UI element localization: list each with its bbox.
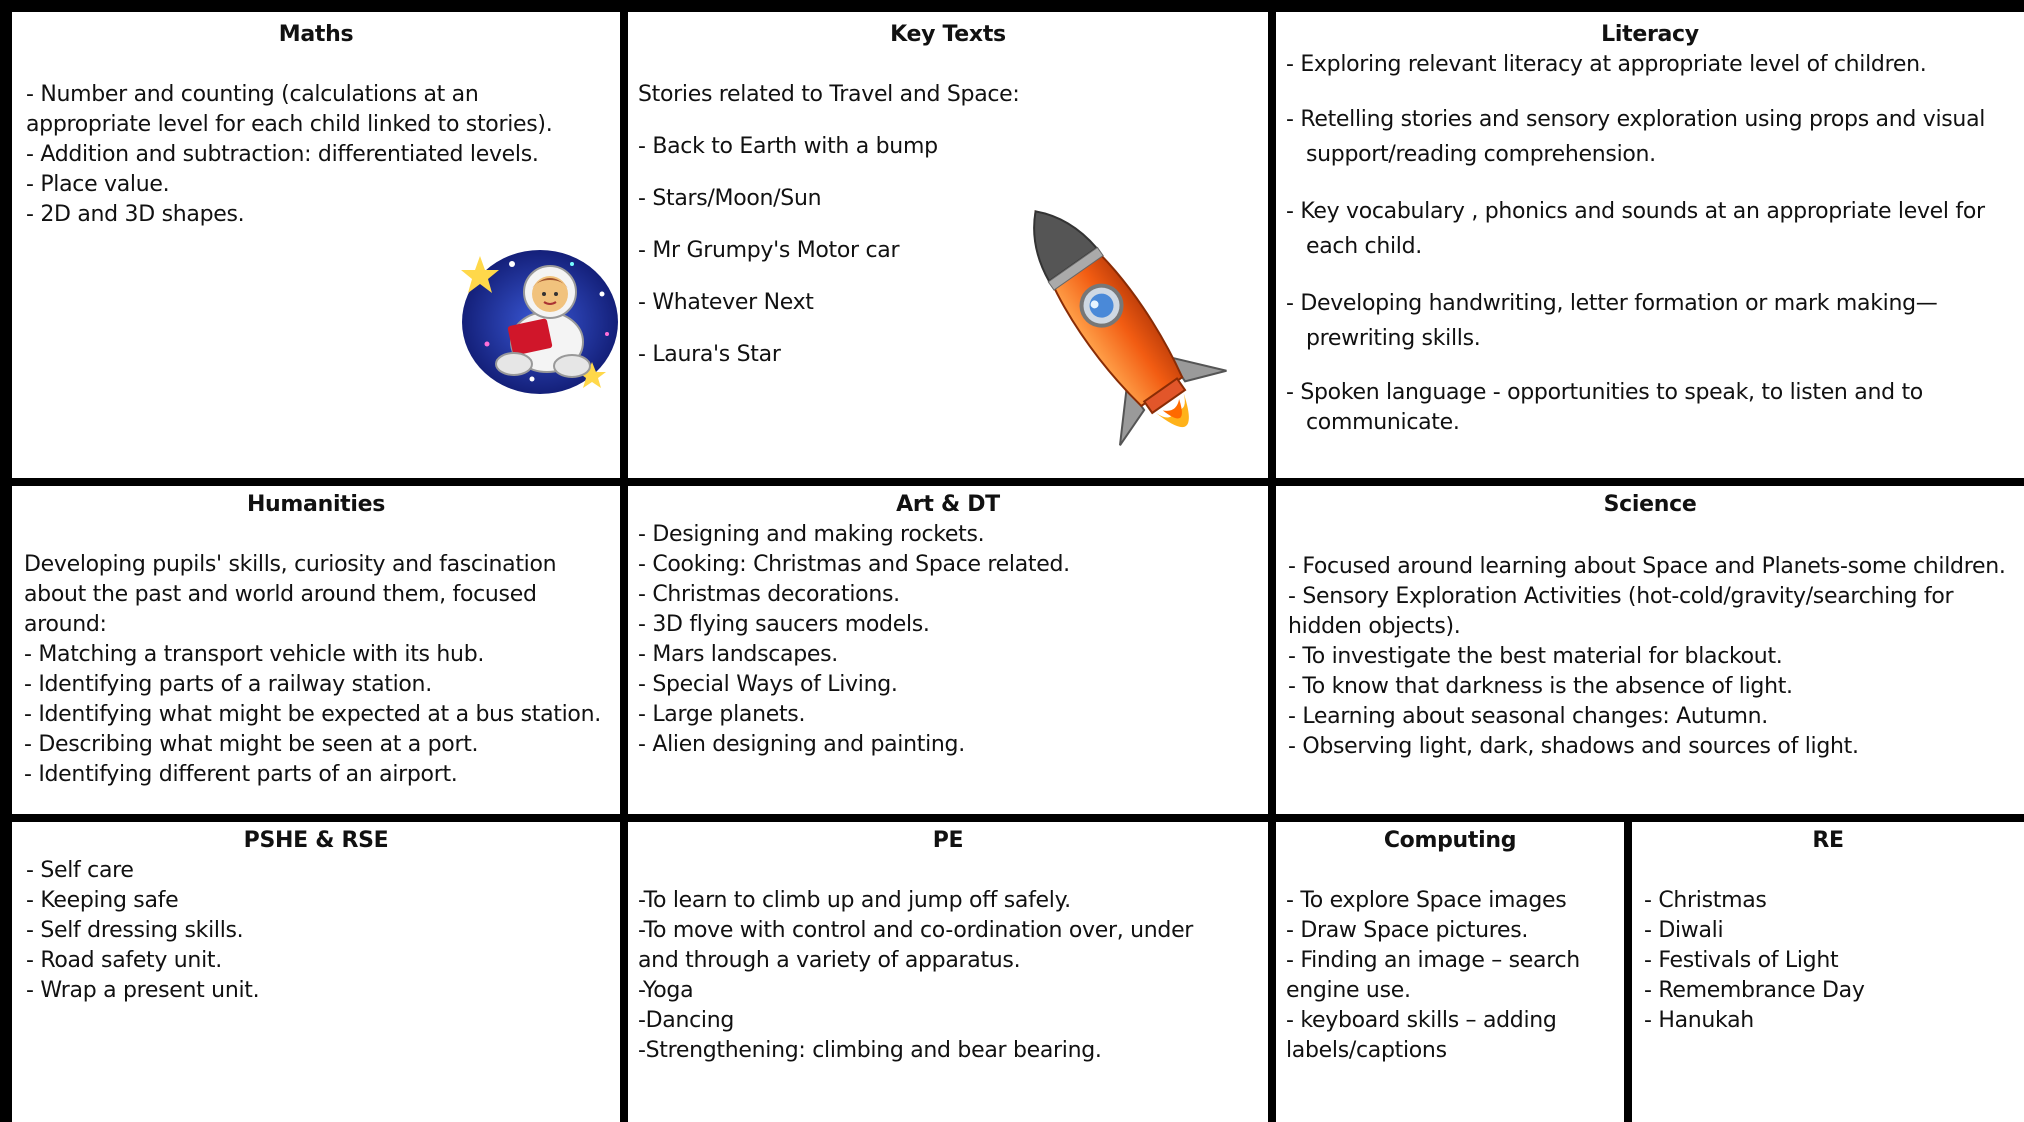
astronaut-reading-icon xyxy=(452,234,620,404)
science-panel xyxy=(1276,486,2024,814)
humanities-panel xyxy=(12,486,620,814)
list-item: - Identifying what might be expected at a bus station. xyxy=(24,702,601,727)
list-item: - Christmas xyxy=(1644,888,1767,913)
key-texts-panel xyxy=(628,12,1268,478)
rocket-icon xyxy=(988,177,1238,467)
science-list xyxy=(1288,552,2018,762)
list-item: - Draw Space pictures. xyxy=(1286,918,1529,943)
list-item: - Place value. xyxy=(26,172,170,197)
art-dt-title: Art & DT xyxy=(896,492,1000,517)
list-item: - To know that darkness is the absence of light. xyxy=(1288,674,1793,699)
list-item: - Self care xyxy=(26,858,134,883)
list-item: - Observing light, dark, shadows and sources of light. xyxy=(1288,734,1859,759)
list-item: - To investigate the best material for blackout. xyxy=(1288,644,1783,669)
list-item: - Finding an image – search engine use. xyxy=(1286,948,1580,1003)
list-item: - Stars/Moon/Sun xyxy=(638,186,822,211)
computing-title: Computing xyxy=(1383,828,1517,853)
list-item: - Wrap a present unit. xyxy=(26,978,260,1003)
key-texts-intro: Stories related to Travel and Space: xyxy=(638,82,1020,107)
pshe-title: PSHE & RSE xyxy=(243,828,389,853)
literacy-title: Literacy xyxy=(1601,22,1699,47)
computing-list xyxy=(1286,886,1614,1066)
list-item: - Large planets. xyxy=(638,702,806,727)
list-item: - Mr Grumpy's Motor car xyxy=(638,238,900,263)
list-item: - Laura's Star xyxy=(638,342,781,367)
list-item: - Christmas decorations. xyxy=(638,582,900,607)
list-item: - Whatever Next xyxy=(638,290,814,315)
list-item: - Sensory Exploration Activities (hot-cold/gravity/searching for hidden objects). xyxy=(1288,584,1954,639)
list-item: -To learn to climb up and jump off safely. xyxy=(638,888,1071,913)
pshe-panel xyxy=(12,822,620,1122)
list-item: - Diwali xyxy=(1644,918,1724,943)
list-item: - Festivals of Light xyxy=(1644,948,1839,973)
list-item: - Developing handwriting, letter formation or mark making—prewriting skills. xyxy=(1286,291,1938,351)
humanities-intro: Developing pupils' skills, curiosity and fascination about the past and world around them, focused around: xyxy=(24,552,557,637)
literacy-list xyxy=(1286,50,2016,438)
list-item: - To explore Space images xyxy=(1286,888,1567,913)
pe-list xyxy=(638,886,1228,1066)
list-item: - Keeping safe xyxy=(26,888,179,913)
list-item: -To move with control and co-ordination over, under and through a variety of apparatus. xyxy=(638,918,1194,973)
list-item: - Retelling stories and sensory exploration using props and visual support/reading comprehension. xyxy=(1286,107,1986,167)
list-item: -Yoga xyxy=(638,978,694,1003)
maths-title: Maths xyxy=(278,22,354,47)
re-title: RE xyxy=(1812,828,1844,853)
maths-list xyxy=(26,80,606,230)
list-item: - Key vocabulary , phonics and sounds at an appropriate level for each child. xyxy=(1286,199,1985,259)
literacy-panel xyxy=(1276,12,2024,478)
list-item: - Mars landscapes. xyxy=(638,642,838,667)
science-title: Science xyxy=(1603,492,1697,517)
computing-panel xyxy=(1276,822,1624,1122)
list-item: - keyboard skills – adding labels/captions xyxy=(1286,1008,1557,1063)
list-item: - Focused around learning about Space and Planets-some children. xyxy=(1288,554,2006,579)
humanities-title: Humanities xyxy=(246,492,386,517)
list-item: - Matching a transport vehicle with its hub. xyxy=(24,642,485,667)
list-item: - Alien designing and painting. xyxy=(638,732,965,757)
humanities-list xyxy=(24,640,608,790)
list-item: - Identifying parts of a railway station. xyxy=(24,672,432,697)
list-item: -Dancing xyxy=(638,1008,735,1033)
maths-panel xyxy=(12,12,620,478)
list-item: - Spoken language - opportunities to speak, to listen and to communicate. xyxy=(1286,380,1923,435)
list-item: - Special Ways of Living. xyxy=(638,672,898,697)
re-panel xyxy=(1632,822,2024,1122)
pe-title: PE xyxy=(932,828,964,853)
art-dt-list xyxy=(638,520,1258,760)
list-item: - 2D and 3D shapes. xyxy=(26,202,245,227)
list-item: - Describing what might be seen at a port. xyxy=(24,732,479,757)
list-item: - Cooking: Christmas and Space related. xyxy=(638,552,1070,577)
list-item: - Road safety unit. xyxy=(26,948,222,973)
list-item: - Number and counting (calculations at an appropriate level for each child linked to stories). xyxy=(26,82,553,137)
list-item: - Designing and making rockets. xyxy=(638,522,985,547)
list-item: - Learning about seasonal changes: Autumn. xyxy=(1288,704,1768,729)
list-item: - Self dressing skills. xyxy=(26,918,244,943)
list-item: - Addition and subtraction: differentiated levels. xyxy=(26,142,539,167)
pe-panel xyxy=(628,822,1268,1122)
pshe-list xyxy=(26,856,606,1006)
list-item: - 3D flying saucers models. xyxy=(638,612,930,637)
key-texts-title: Key Texts xyxy=(890,22,1006,47)
list-item: - Remembrance Day xyxy=(1644,978,1865,1003)
list-item: - Hanukah xyxy=(1644,1008,1754,1033)
list-item: -Strengthening: climbing and bear bearing. xyxy=(638,1038,1102,1063)
list-item: - Exploring relevant literacy at appropriate level of children. xyxy=(1286,52,1927,77)
list-item: - Back to Earth with a bump xyxy=(638,134,938,159)
list-item: - Identifying different parts of an airport. xyxy=(24,762,458,787)
art-dt-panel xyxy=(628,486,1268,814)
re-list xyxy=(1644,886,2012,1036)
